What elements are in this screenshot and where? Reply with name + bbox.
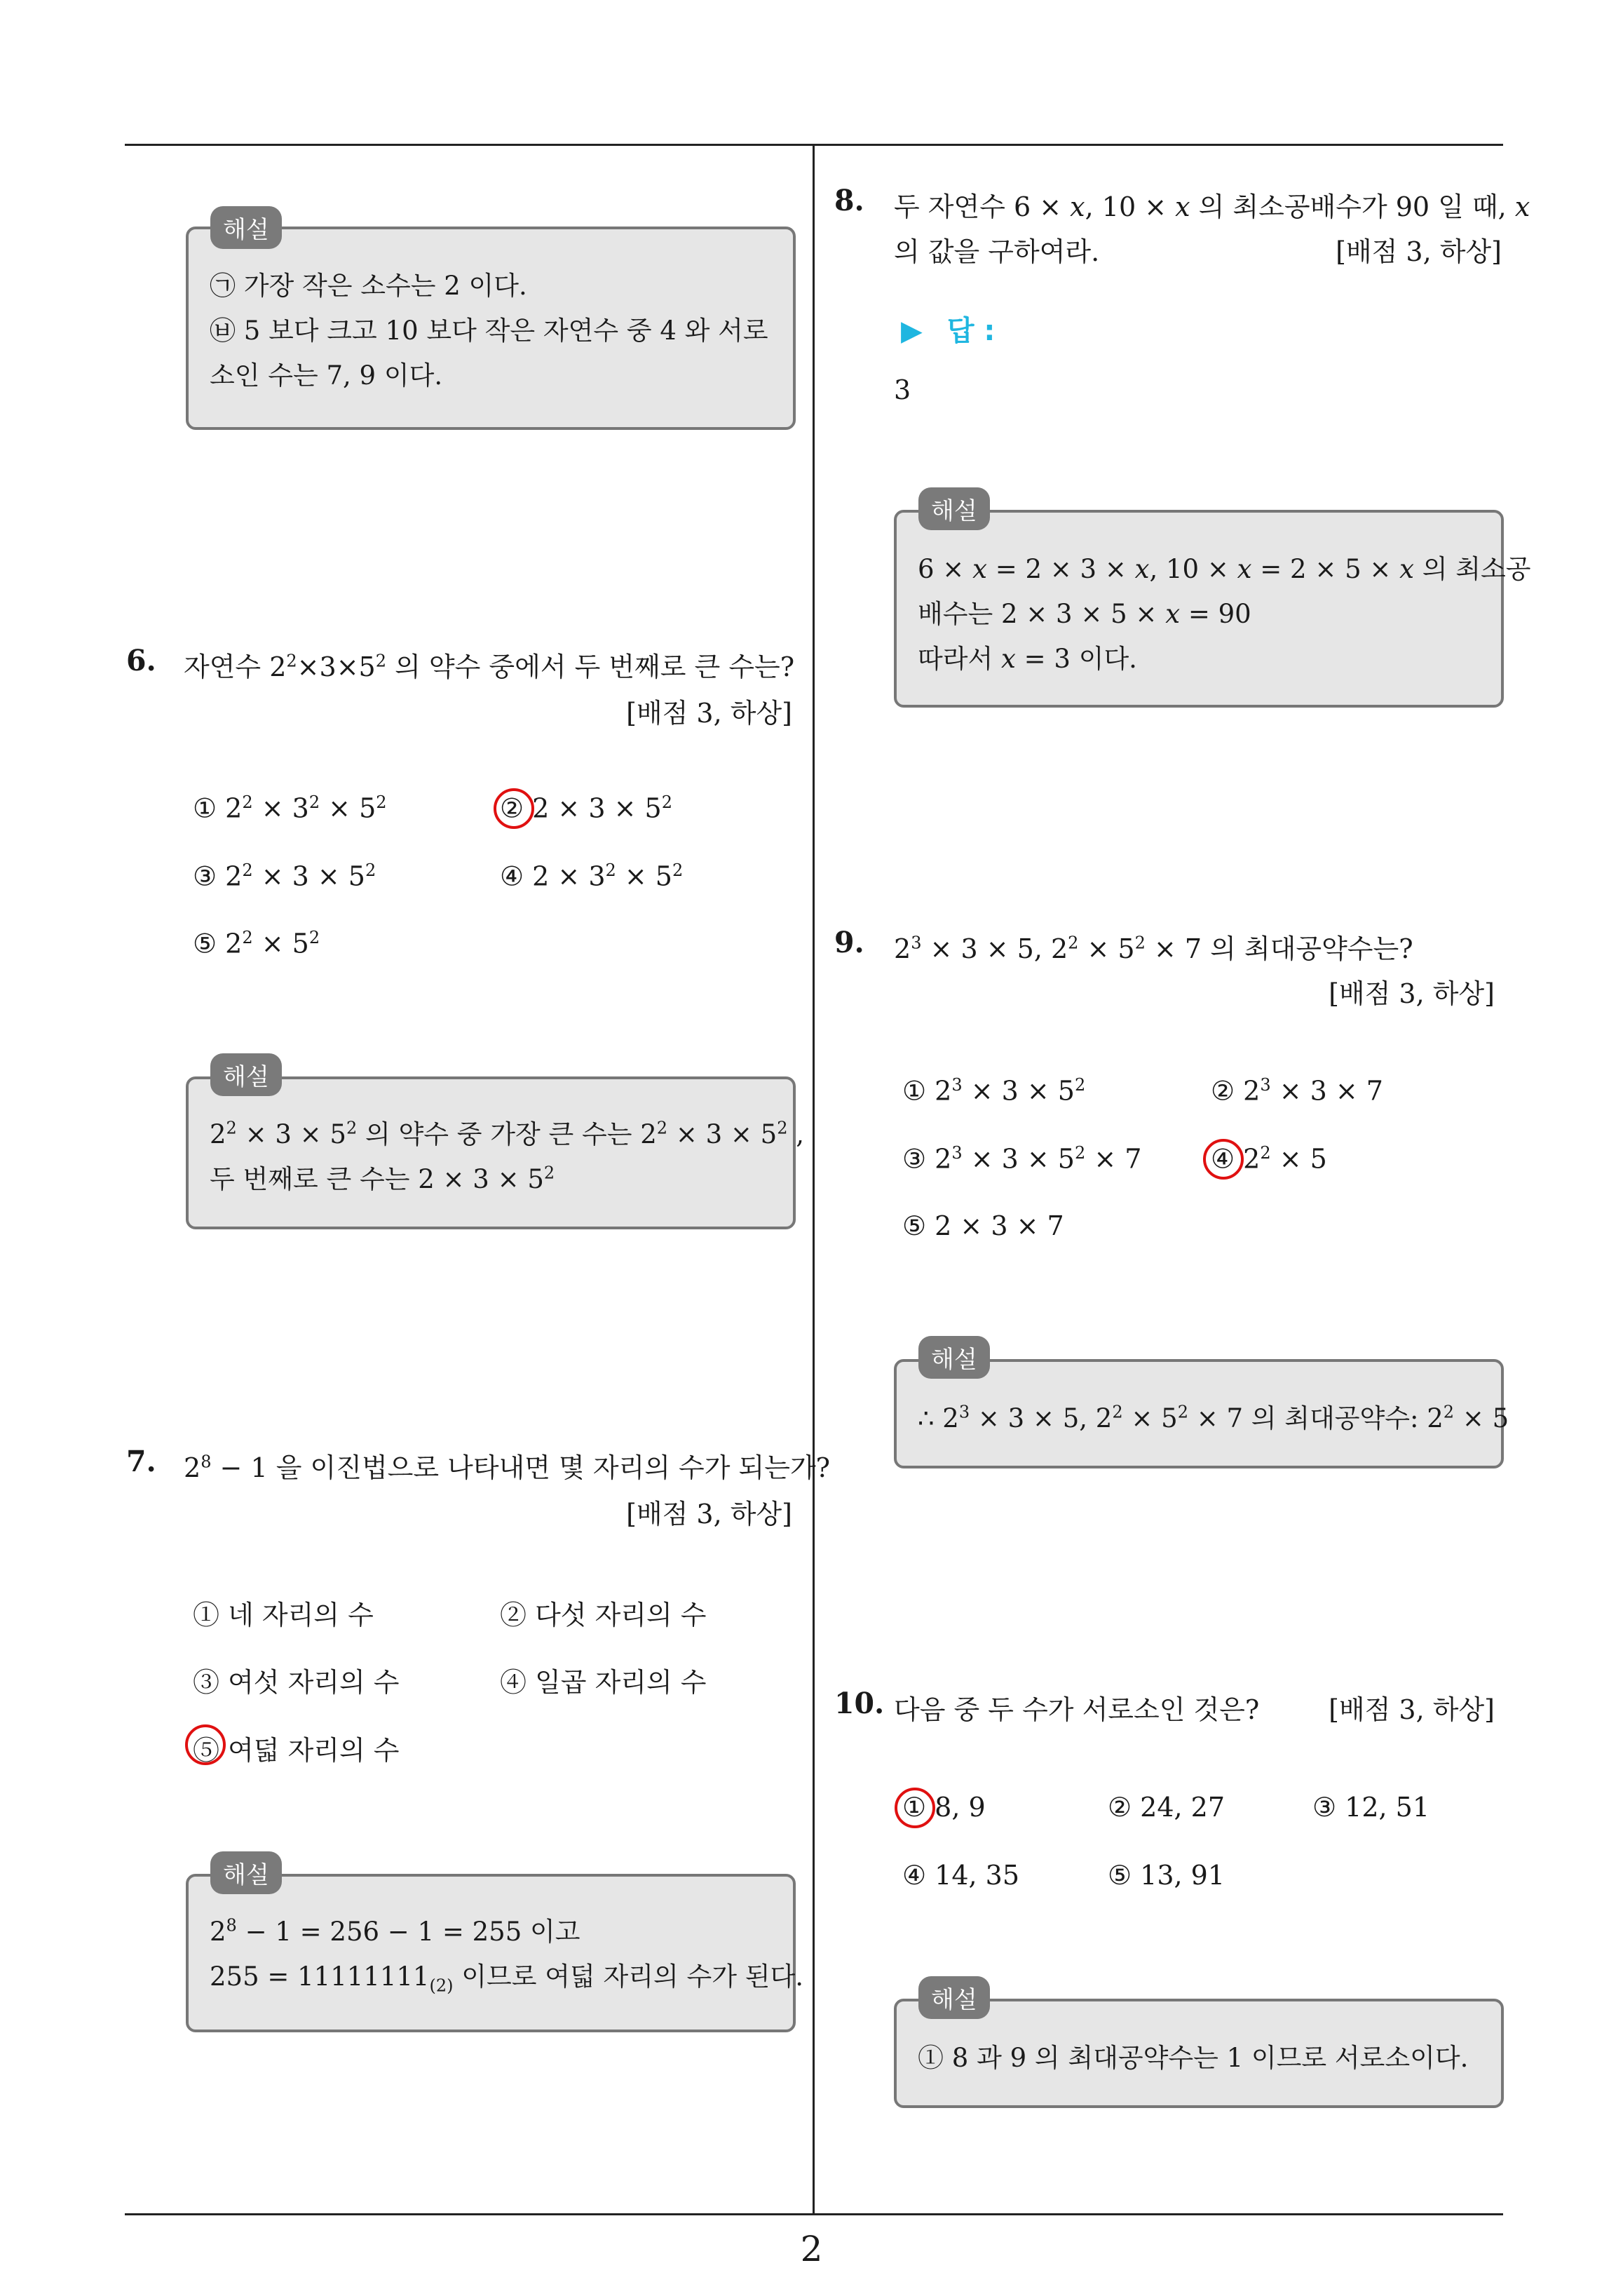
q7-number: 7. (126, 1445, 156, 1478)
q10-score: [배점 3, 하상] (1329, 1694, 1495, 1725)
page-number: 2 (800, 2229, 823, 2269)
q5-solution-line1: ㉠ 가장 작은 소수는 2 이다. (210, 271, 527, 301)
q8-answer-row (901, 309, 995, 349)
q10-question: 다음 중 두 수가 서로소인 것은? (894, 1694, 1260, 1725)
q7-solution-line1: $2^8 - 1 = 256 - 1 = 255$ 이고 (210, 1915, 580, 1947)
q6-solution-line1: $2^2 \times 3 \times 5^2$ 의 약수 중 가장 큰 수는 $2^2 \times 3 \times 5^2$ , (210, 1118, 805, 1149)
q6-score: [배점 3, 하상] (626, 698, 792, 729)
q7-question: $2^8 - 1$ 을 이진법으로 나타내면 몇 자리의 수가 되는가? (184, 1452, 831, 1483)
q6-number: 6. (126, 644, 156, 677)
q8-score: [배점 3, 하상] (1336, 236, 1502, 267)
q10-selected-circle (895, 1788, 935, 1828)
q9-option-3[interactable]: ③ $2^3 \times 3 \times 5^2 \times 7$ (902, 1143, 1142, 1175)
q8-question-line2: 의 값을 구하여라. (894, 236, 1100, 267)
q10-number: 10. (834, 1687, 885, 1720)
q9-selected-circle (1203, 1139, 1244, 1180)
q7-option-5[interactable]: ⑤ 여덟 자리의 수 (193, 1735, 400, 1766)
q6-solution-tag: 해설 (210, 1053, 282, 1096)
q7-solution-tag: 해설 (210, 1851, 282, 1894)
answer-arrow-icon: ▶ (901, 315, 923, 347)
q7-score: [배점 3, 하상] (626, 1499, 792, 1529)
q6-selected-circle (494, 788, 534, 829)
q6-solution-line2: 두 번째로 큰 수는 $2 \times 3 \times 5^2$ (210, 1163, 555, 1194)
q6-option-4[interactable]: ④ $2 \times 3^2 \times 5^2$ (500, 860, 684, 892)
column-divider (813, 145, 815, 2214)
q6-question: 자연수 $2^2\times 3\times 5^2$ 의 약수 중에서 두 번째로 큰 수는? (184, 651, 795, 682)
q9-number: 9. (834, 926, 864, 959)
q9-option-1[interactable]: ① $2^3 \times 3 \times 5^2$ (902, 1075, 1086, 1107)
q10-option-1[interactable]: ① 8, 9 (902, 1792, 986, 1823)
q9-option-4[interactable]: ④ $2^2 \times 5$ (1211, 1143, 1327, 1175)
q10-option-5[interactable]: ⑤ 13, 91 (1108, 1860, 1225, 1891)
q7-option-4[interactable]: ④ 일곱 자리의 수 (500, 1667, 707, 1698)
q9-solution-line1: ∴ $2^3 \times 3 \times 5$, $2^2 \times 5^2 \times 7$ 의 최대공약수: $2^2 \times 5$ (918, 1402, 1509, 1433)
q8-solution-box (894, 510, 1531, 708)
q8-answer-value: 3 (894, 374, 911, 405)
q10-option-2[interactable]: ② 24, 27 (1108, 1792, 1225, 1823)
q8-solution-line3: 따라서 x = 3 이다. (918, 644, 1137, 674)
q5-solution-line2: ㉥ 5 보다 크고 10 보다 작은 자연수 중 4 와 서로 (210, 316, 768, 346)
q6-option-3[interactable]: ③ $2^2 \times 3 \times 5^2$ (193, 860, 376, 892)
q9-score: [배점 3, 하상] (1329, 978, 1495, 1009)
q5-solution-tag: 해설 (210, 206, 282, 249)
q7-selected-circle (185, 1724, 226, 1765)
q10-solution-tag: 해설 (918, 1976, 990, 2019)
q6-option-5[interactable]: ⑤ $2^2 \times 5^2$ (193, 928, 320, 959)
q5-solution-box (186, 227, 796, 430)
q6-option-1[interactable]: ① $2^2 \times 3^2 \times 5^2$ (193, 792, 387, 824)
q7-option-1[interactable]: ① 네 자리의 수 (193, 1600, 374, 1630)
q8-number: 8. (834, 184, 864, 217)
q6-option-2[interactable]: ② $2 \times 3 \times 5^2$ (500, 792, 672, 824)
q9-question: $2^3 \times 3 \times 5$, $2^2 \times 5^2 \times 7$ 의 최대공약수는? (894, 933, 1413, 964)
q8-question-line1: 두 자연수 6 × x, 10 × x 의 최소공배수가 90 일 때, x (894, 191, 1530, 222)
q9-option-2[interactable]: ② $2^3 \times 3 \times 7$ (1211, 1075, 1383, 1107)
q9-solution-tag: 해설 (918, 1336, 990, 1379)
q8-solution-tag: 해설 (918, 487, 990, 530)
q7-option-3[interactable]: ③ 여섯 자리의 수 (193, 1667, 400, 1698)
q6-solution-box (186, 1076, 805, 1229)
q7-solution-box (186, 1874, 803, 2032)
q7-solution-line2: $255 = 11111111_{(2)}$ 이므로 여덟 자리의 수가 된다. (210, 1961, 803, 1996)
q10-option-3[interactable]: ③ 12, 51 (1312, 1792, 1430, 1823)
q9-option-5[interactable]: ⑤ 2 × 3 × 7 (902, 1210, 1064, 1241)
q7-option-2[interactable]: ② 다섯 자리의 수 (500, 1600, 707, 1630)
q8-solution-line2: 배수는 2 × 3 × 5 × x = 90 (918, 599, 1251, 629)
q8-answer-label: 답 : (946, 315, 996, 347)
q5-solution-line3: 소인 수는 7, 9 이다. (210, 360, 443, 391)
q10-option-4[interactable]: ④ 14, 35 (902, 1860, 1020, 1891)
bottom-rule (125, 2213, 1503, 2215)
q7-question-text: 을 이진법으로 나타내면 몇 자리의 수가 되는가? (276, 1452, 831, 1483)
q10-solution-line1: ① 8 과 9 의 최대공약수는 1 이므로 서로소이다. (918, 2043, 1469, 2073)
q8-solution-line1: 6 × x = 2 × 3 × x, 10 × x = 2 × 5 × x 의 최소공 (918, 554, 1531, 584)
